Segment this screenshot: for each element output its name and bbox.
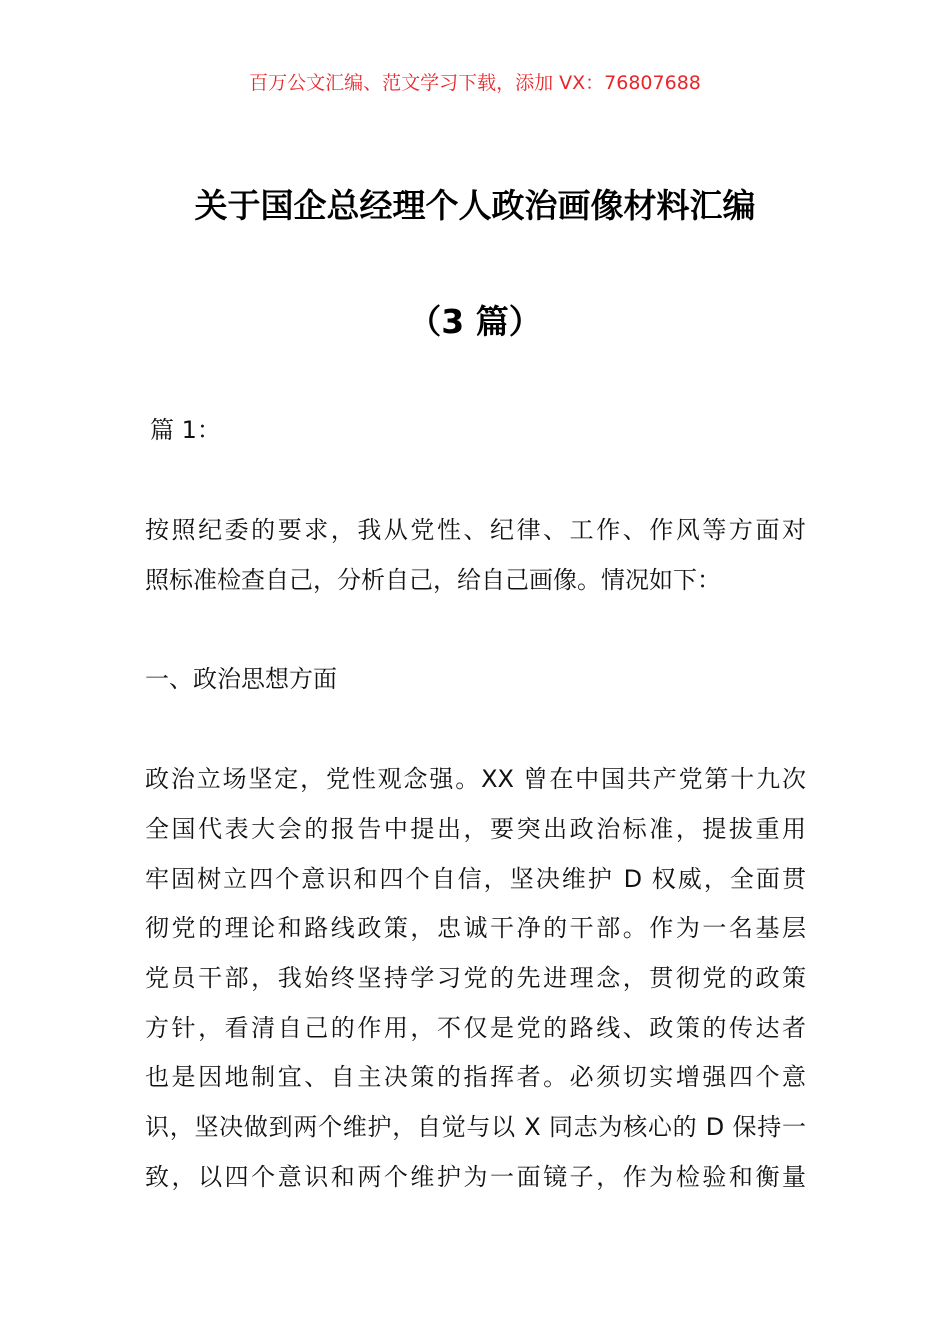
document-subtitle: （3 篇） — [408, 302, 542, 341]
body-line: 政治立场坚定，党性观念强。XX 曾在中国共产党第十九次 — [145, 765, 806, 793]
section-label: 篇 1： — [150, 416, 221, 444]
body-line: 党员干部，我始终坚持学习党的先进理念，贯彻党的政策 — [145, 964, 806, 992]
intro-line: 按照纪委的要求，我从党性、纪律、工作、作风等方面对 — [145, 516, 806, 544]
body-line: 全国代表大会的报告中提出，要突出政治标准，提拔重用 — [145, 815, 806, 843]
section-heading: 一、政治思想方面 — [145, 665, 337, 693]
watermark-header: 百万公文汇编、范文学习下载，添加 VX：76807688 — [249, 72, 701, 94]
body-line: 牢固树立四个意识和四个自信，坚决维护 D 权威，全面贯 — [145, 865, 806, 893]
body-line: 彻党的理论和路线政策，忠诚干净的干部。作为一名基层 — [145, 914, 806, 942]
body-line: 致，以四个意识和两个维护为一面镜子，作为检验和衡量 — [145, 1163, 806, 1191]
body-line: 也是因地制宜、自主决策的指挥者。必须切实增强四个意 — [145, 1063, 806, 1091]
body-line: 识，坚决做到两个维护，自觉与以 X 同志为核心的 D 保持一 — [145, 1113, 806, 1141]
intro-line: 照标准检查自己，分析自己，给自己画像。情况如下： — [145, 566, 721, 594]
body-line: 方针，看清自己的作用，不仅是党的路线、政策的传达者 — [145, 1014, 806, 1042]
document-title: 关于国企总经理个人政治画像材料汇编 — [194, 186, 756, 225]
